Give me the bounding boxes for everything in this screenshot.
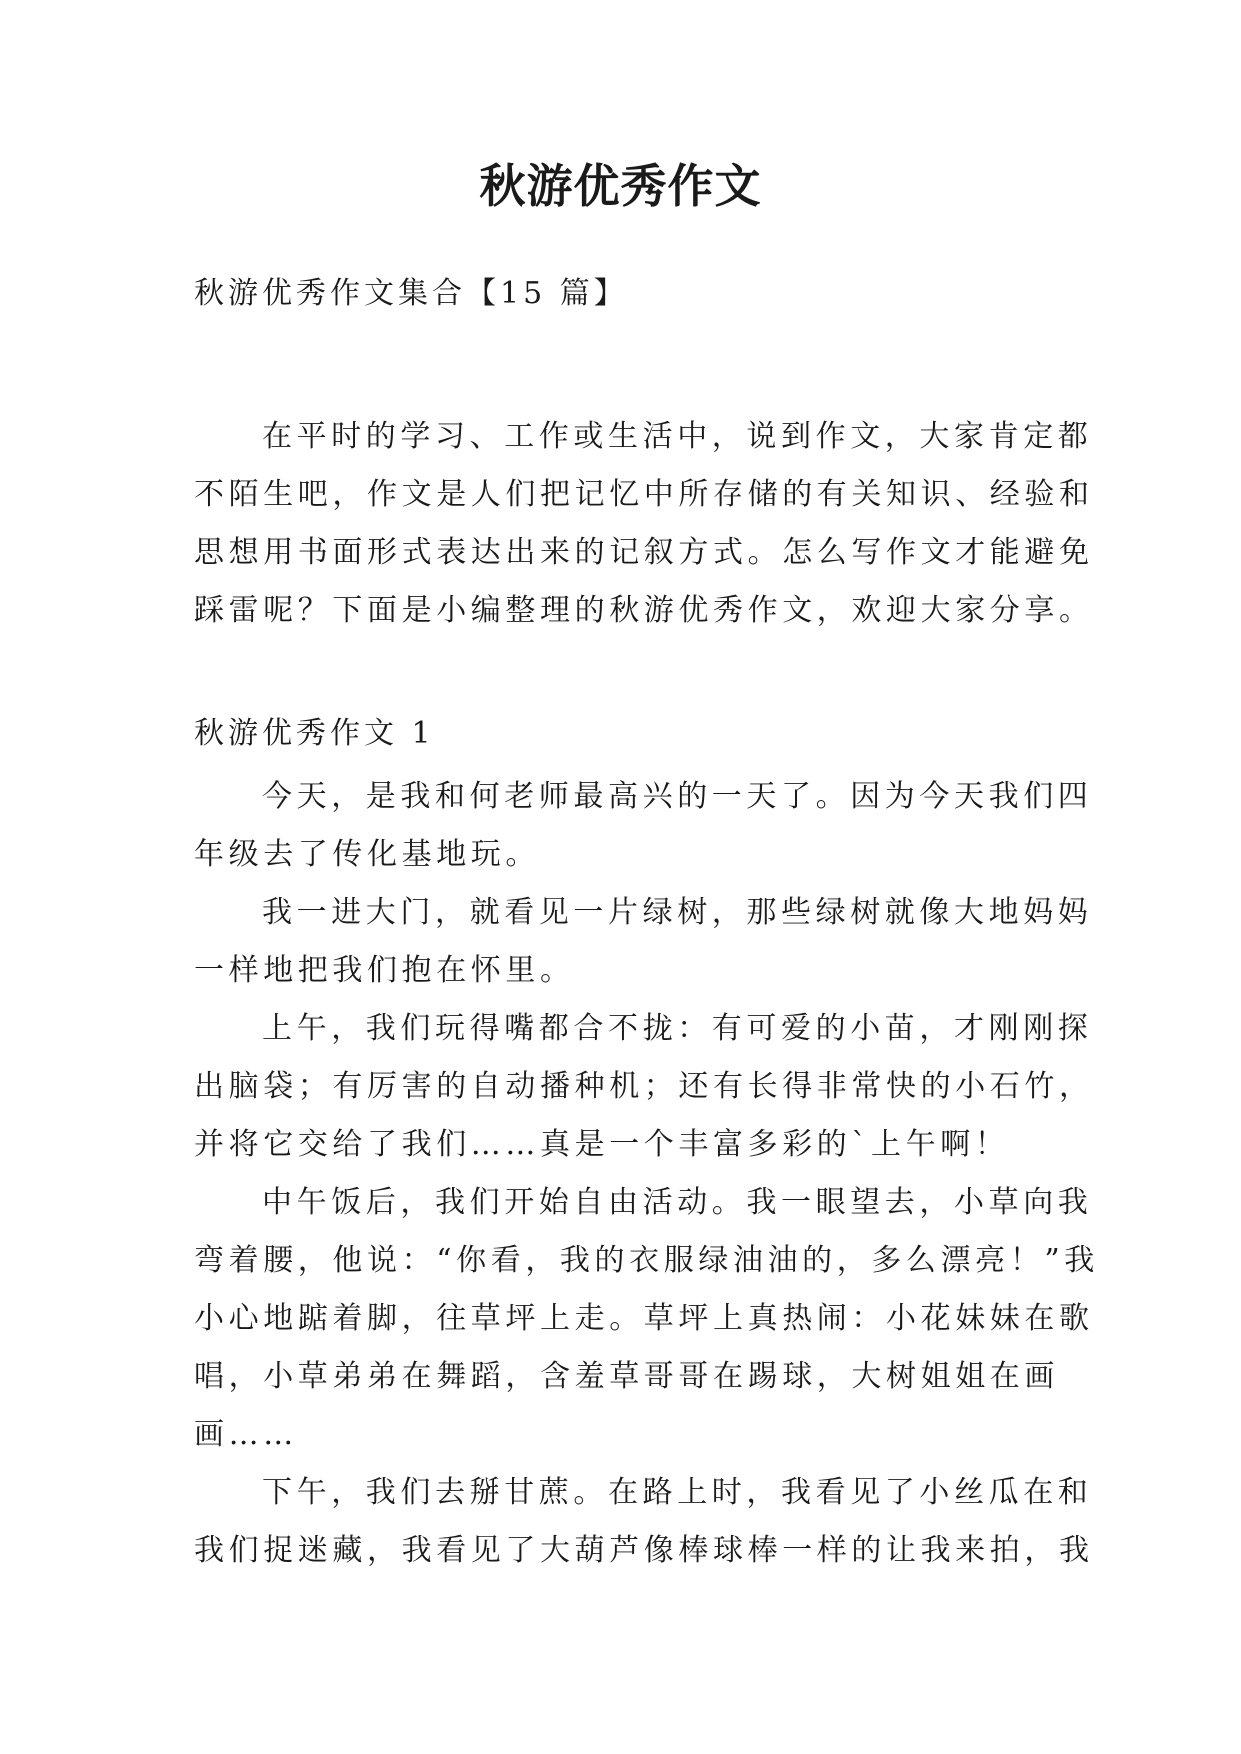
essay-line: 弯着腰，他说：“你看，我的衣服绿油油的，多么漂亮！”我 xyxy=(194,1243,1099,1278)
essay-line: 出脑袋；有厉害的自动播种机；还有长得非常快的小石竹， xyxy=(194,1069,1094,1104)
essay-body xyxy=(194,768,1099,1580)
essay-line: 小心地踮着脚，往草坪上走。草坪上真热闹：小花妹妹在歌 xyxy=(194,1301,1094,1336)
essay-line: 唱，小草弟弟在舞蹈，含羞草哥哥在踢球，大树姐姐在画 xyxy=(194,1359,1059,1394)
essay-line: 一样地把我们抱在怀里。 xyxy=(194,953,575,988)
essay-line: 今天，是我和何老师最高兴的一天了。因为今天我们四 xyxy=(262,779,1093,814)
intro-line: 思想用书面形式表达出来的记叙方式。怎么写作文才能避免 xyxy=(194,535,1094,570)
intro-line: 踩雷呢？下面是小编整理的秋游优秀作文，欢迎大家分享。 xyxy=(194,593,1094,628)
essay-line: 中午饭后，我们开始自由活动。我一眼望去，小草向我 xyxy=(262,1185,1093,1220)
intro-line: 在平时的学习、工作或生活中，说到作文，大家肯定都 xyxy=(262,419,1093,454)
essay-line: 我一进大门，就看见一片绿树，那些绿树就像大地妈妈 xyxy=(262,895,1093,930)
intro-paragraph xyxy=(194,408,1094,640)
document-title: 秋游优秀作文 xyxy=(479,159,762,213)
essay-line: 并将它交给了我们……真是一个丰富多彩的`上午啊！ xyxy=(194,1127,1010,1162)
essay-line: 年级去了传化基地玩。 xyxy=(194,837,540,872)
essay-line: 我们捉迷藏，我看见了大葫芦像棒球棒一样的让我来拍，我 xyxy=(194,1533,1094,1568)
essay-line: 上午，我们玩得嘴都合不拢：有可爱的小苗，才刚刚探 xyxy=(262,1011,1093,1046)
essay-line: 下午，我们去掰甘蔗。在路上时，我看见了小丝瓜在和 xyxy=(262,1475,1093,1510)
document-subtitle: 秋游优秀作文集合【15 篇】 xyxy=(194,276,628,311)
essay-line: 画…… xyxy=(194,1417,298,1452)
intro-line: 不陌生吧，作文是人们把记忆中所存储的有关知识、经验和 xyxy=(194,477,1094,512)
essay-heading: 秋游优秀作文 1 xyxy=(194,716,435,751)
